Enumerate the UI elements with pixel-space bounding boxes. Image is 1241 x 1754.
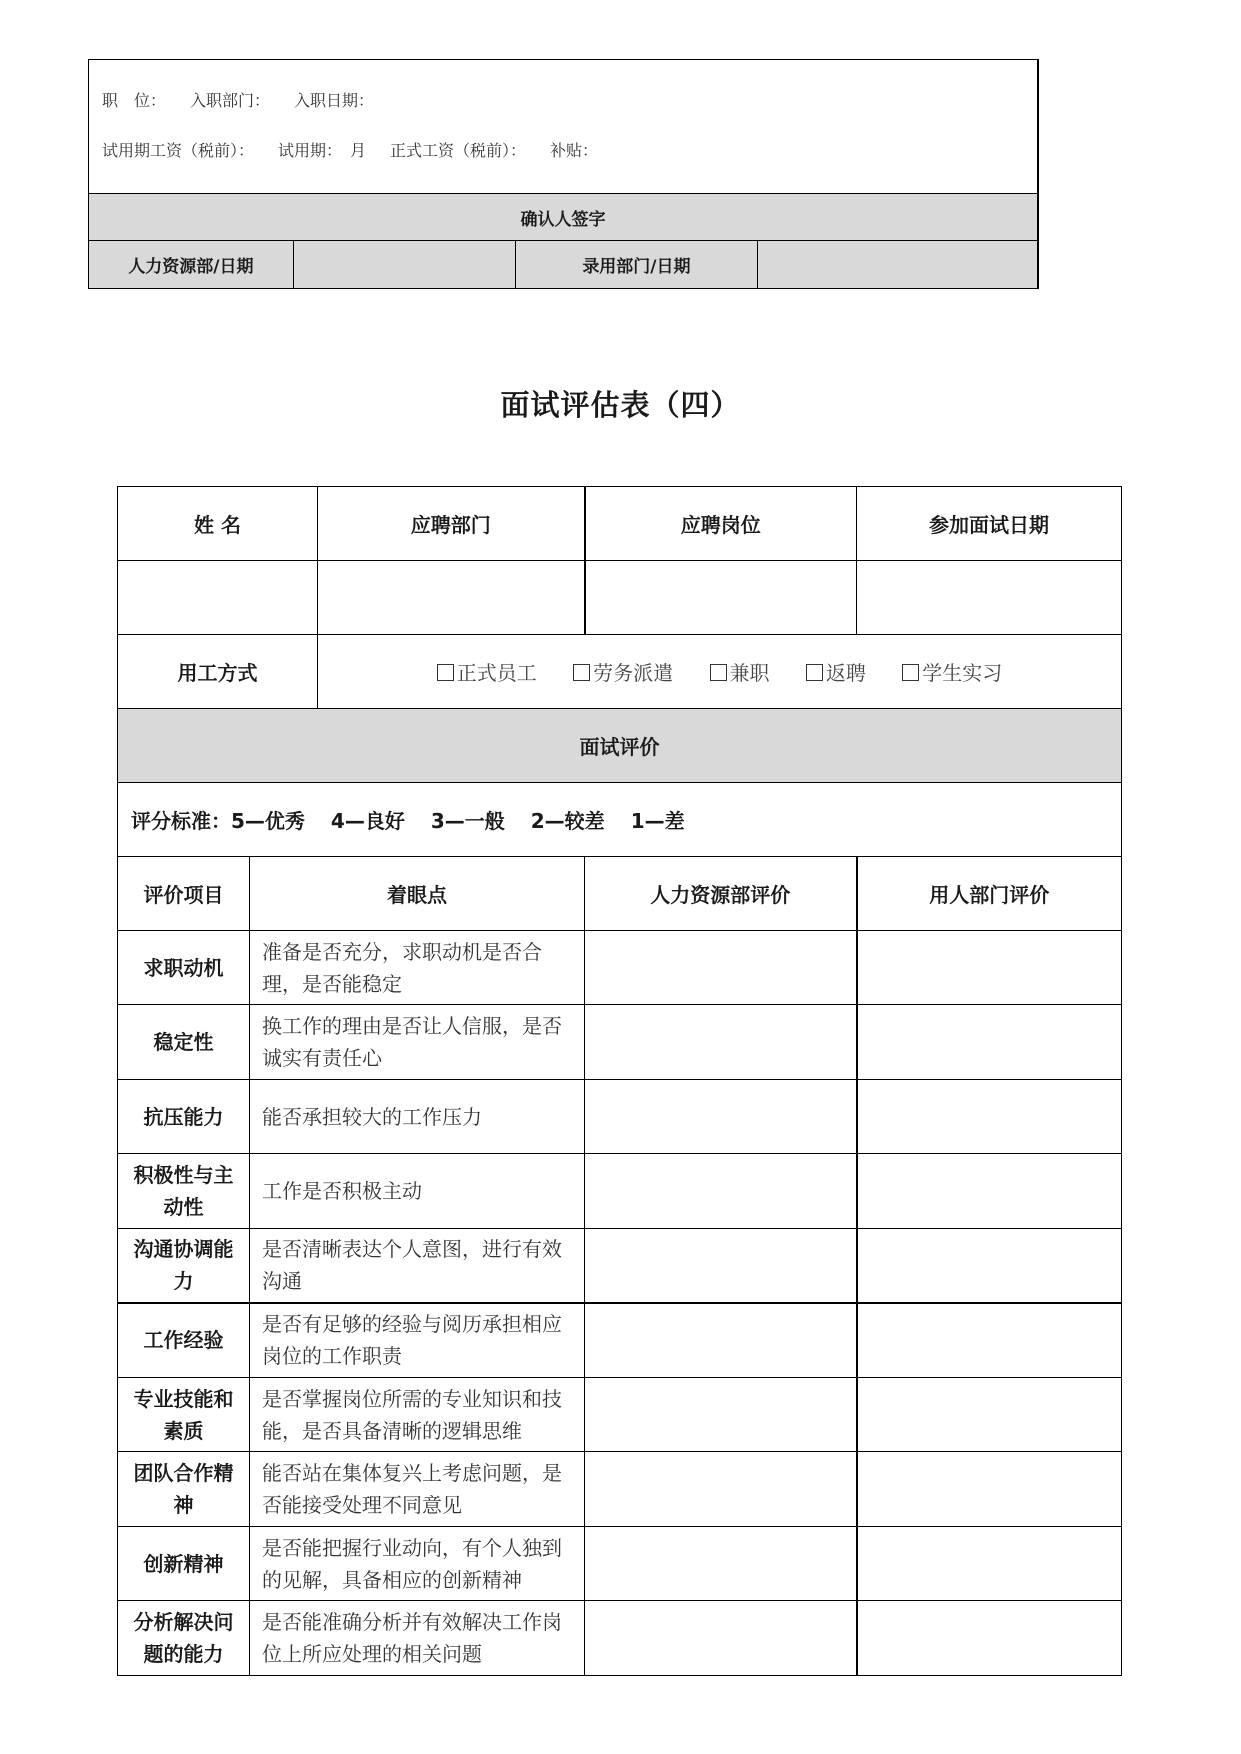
formal-salary-field[interactable]: 正式工资（税前）： <box>390 141 527 160</box>
scale-3: 3—一般 <box>430 809 505 833</box>
criteria-item: 稳定性 <box>118 1005 250 1080</box>
scale-2: 2—较差 <box>530 809 605 833</box>
dept-eval-cell[interactable] <box>857 1452 1122 1527</box>
applicant-position-cell[interactable] <box>585 561 857 635</box>
option-full-time[interactable]: 正式员工 <box>437 661 537 685</box>
allowance-field[interactable]: 补贴： <box>550 141 599 160</box>
criteria-item: 团队合作精神 <box>118 1452 250 1527</box>
col-item: 评价项目 <box>118 857 250 931</box>
dept-eval-cell[interactable] <box>857 1601 1122 1676</box>
dept-eval-cell[interactable] <box>857 1005 1122 1080</box>
interview-evaluation-form <box>117 486 1121 1679</box>
criteria-focus: 能否承担较大的工作压力 <box>250 1080 585 1154</box>
header-dept: 应聘部门 <box>318 487 585 561</box>
hr-eval-cell[interactable] <box>585 1527 857 1601</box>
hr-eval-cell[interactable] <box>585 1005 857 1080</box>
criteria-row <box>118 1303 1122 1378</box>
hr-signature-cell[interactable] <box>294 241 516 288</box>
offer-info-line-1 <box>102 88 398 111</box>
onboard-dept-field[interactable]: 入职部门： <box>190 91 271 110</box>
col-hr-eval: 人力资源部评价 <box>585 857 857 931</box>
criteria-focus: 工作是否积极主动 <box>250 1154 585 1229</box>
employment-type-options <box>318 635 1122 709</box>
hr-eval-cell[interactable] <box>585 1229 857 1303</box>
checkbox-icon[interactable] <box>806 664 823 681</box>
section-title: 面试评价 <box>118 709 1122 783</box>
hiring-dept-date-label-cell <box>516 241 759 288</box>
scale-5: 5—优秀 <box>231 809 305 833</box>
criteria-focus: 是否有足够的经验与阅历承担相应岗位的工作职责 <box>250 1303 585 1378</box>
section-title-row <box>118 709 1122 783</box>
confirm-signature-bar <box>89 194 1037 241</box>
dept-eval-cell[interactable] <box>857 1378 1122 1452</box>
criteria-row <box>118 1601 1122 1676</box>
hr-eval-cell[interactable] <box>585 1452 857 1527</box>
criteria-row <box>118 1229 1122 1303</box>
scale-1: 1—差 <box>630 809 685 833</box>
probation-period-field[interactable]: 试用期： 月 <box>278 141 367 160</box>
offer-info-area <box>89 60 1037 194</box>
checkbox-icon[interactable] <box>710 664 727 681</box>
criteria-focus: 换工作的理由是否让人信服，是否诚实有责任心 <box>250 1005 585 1080</box>
probation-salary-field[interactable]: 试用期工资（税前）： <box>102 141 255 160</box>
applicant-input-row <box>118 561 1122 635</box>
employment-type-label: 用工方式 <box>118 635 318 709</box>
applicant-dept-cell[interactable] <box>318 561 585 635</box>
option-dispatch[interactable]: 劳务派遣 <box>573 661 673 685</box>
employment-type-row <box>118 635 1122 709</box>
criteria-focus: 是否能准确分析并有效解决工作岗位上所应处理的相关问题 <box>250 1601 585 1676</box>
criteria-item: 分析解决问题的能力 <box>118 1601 250 1676</box>
applicant-header-row <box>118 487 1122 561</box>
col-dept-eval: 用人部门评价 <box>857 857 1122 931</box>
dept-eval-cell[interactable] <box>857 1080 1122 1154</box>
criteria-header-row <box>118 857 1122 931</box>
offer-info-block <box>88 59 1039 289</box>
header-name: 姓 名 <box>118 487 318 561</box>
criteria-row <box>118 1154 1122 1229</box>
hr-eval-cell[interactable] <box>585 1303 857 1378</box>
criteria-row <box>118 931 1122 1005</box>
scoring-scale-row <box>118 783 1122 857</box>
confirm-signature-label: 确认人签字 <box>520 209 606 230</box>
criteria-item: 沟通协调能力 <box>118 1229 250 1303</box>
checkbox-icon[interactable] <box>437 664 454 681</box>
criteria-focus: 准备是否充分，求职动机是否合理，是否能稳定 <box>250 931 585 1005</box>
criteria-row <box>118 1452 1122 1527</box>
criteria-row <box>118 1005 1122 1080</box>
dept-eval-cell[interactable] <box>857 1303 1122 1378</box>
offer-info-line-2 <box>102 138 622 161</box>
criteria-focus: 是否清晰表达个人意图，进行有效沟通 <box>250 1229 585 1303</box>
option-part-time[interactable]: 兼职 <box>710 661 770 685</box>
criteria-item: 专业技能和素质 <box>118 1378 250 1452</box>
hr-date-label-cell <box>89 241 294 288</box>
hiring-dept-date-label: 录用部门/日期 <box>582 257 691 277</box>
header-position: 应聘岗位 <box>585 487 857 561</box>
signature-row <box>89 241 1037 288</box>
criteria-item: 创新精神 <box>118 1527 250 1601</box>
criteria-row <box>118 1378 1122 1452</box>
criteria-focus: 是否掌握岗位所需的专业知识和技能，是否具备清晰的逻辑思维 <box>250 1378 585 1452</box>
hr-eval-cell[interactable] <box>585 931 857 1005</box>
criteria-row <box>118 1527 1122 1601</box>
hr-eval-cell[interactable] <box>585 1154 857 1229</box>
col-focus: 着眼点 <box>250 857 585 931</box>
evaluation-table <box>117 486 1122 1676</box>
hiring-dept-signature-cell[interactable] <box>758 241 1037 288</box>
criteria-row <box>118 1080 1122 1154</box>
dept-eval-cell[interactable] <box>857 931 1122 1005</box>
scale-prefix: 评分标准： <box>131 809 231 833</box>
position-field[interactable]: 职 位： <box>102 91 167 110</box>
header-interview-date: 参加面试日期 <box>857 487 1122 561</box>
scale-4: 4—良好 <box>330 809 405 833</box>
scoring-scale <box>118 783 1122 857</box>
criteria-item: 求职动机 <box>118 931 250 1005</box>
criteria-focus: 能否站在集体复兴上考虑问题，是否能接受处理不同意见 <box>250 1452 585 1527</box>
option-rehire[interactable]: 返聘 <box>806 661 866 685</box>
onboard-date-field[interactable]: 入职日期： <box>294 91 375 110</box>
page-title: 面试评估表（四） <box>500 388 741 422</box>
dept-eval-cell[interactable] <box>857 1154 1122 1229</box>
applicant-name-cell[interactable] <box>118 561 318 635</box>
criteria-item: 工作经验 <box>118 1303 250 1378</box>
checkbox-icon[interactable] <box>573 664 590 681</box>
hr-eval-cell[interactable] <box>585 1080 857 1154</box>
hr-eval-cell[interactable] <box>585 1601 857 1676</box>
dept-eval-cell[interactable] <box>857 1229 1122 1303</box>
dept-eval-cell[interactable] <box>857 1527 1122 1601</box>
criteria-item: 抗压能力 <box>118 1080 250 1154</box>
criteria-focus: 是否能把握行业动向，有个人独到的见解，具备相应的创新精神 <box>250 1527 585 1601</box>
applicant-interview-date-cell[interactable] <box>857 561 1122 635</box>
criteria-item: 积极性与主动性 <box>118 1154 250 1229</box>
hr-date-label: 人力资源部/日期 <box>128 257 254 277</box>
checkbox-icon[interactable] <box>902 664 919 681</box>
option-intern[interactable]: 学生实习 <box>902 661 1002 685</box>
hr-eval-cell[interactable] <box>585 1378 857 1452</box>
